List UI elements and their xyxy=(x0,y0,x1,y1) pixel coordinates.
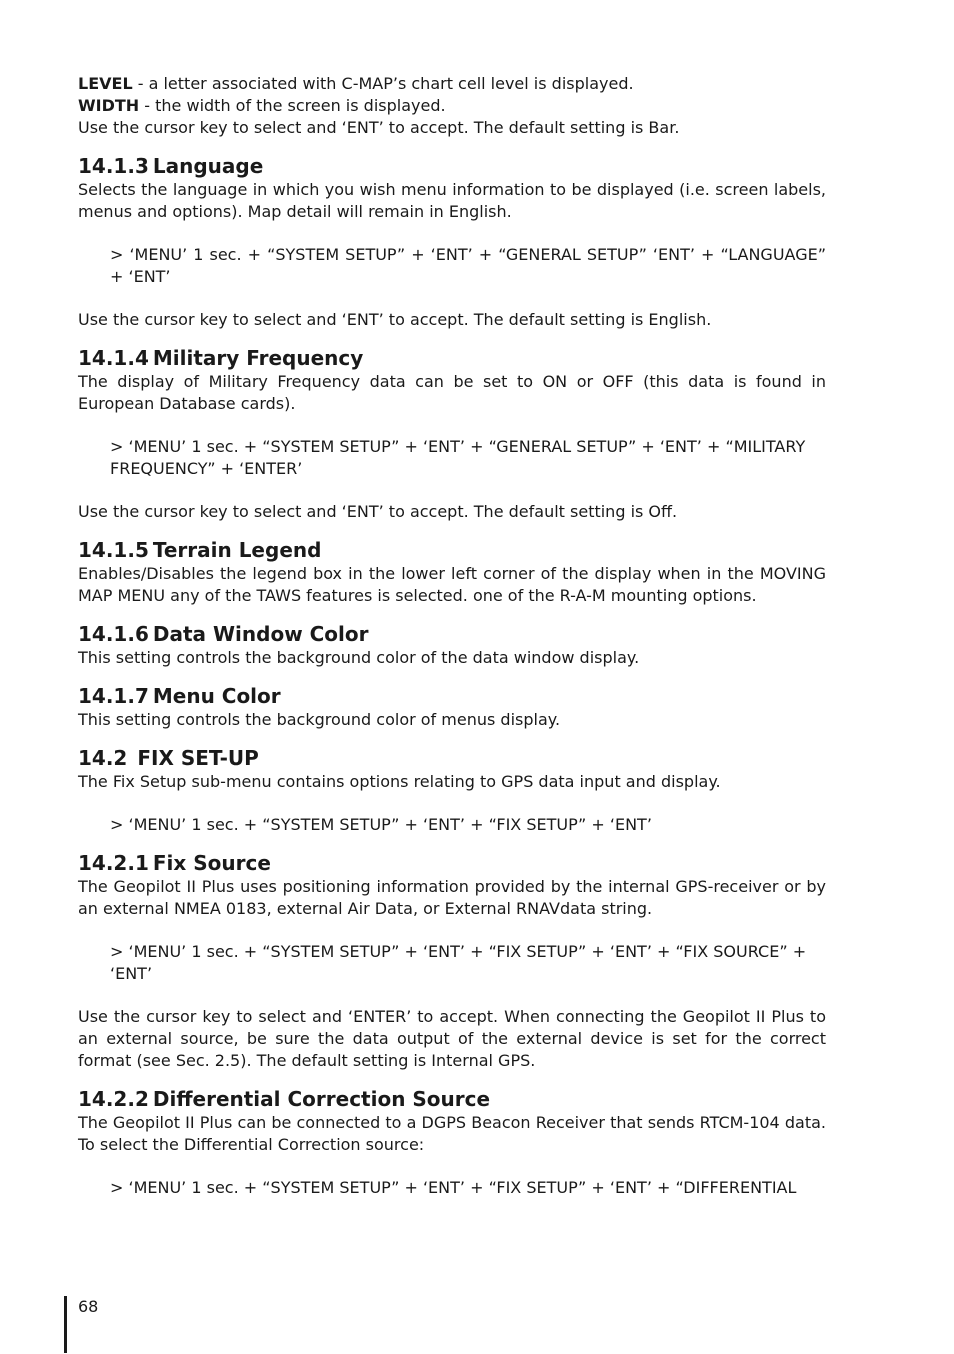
menu-color-body: This setting controls the background color of menus display. xyxy=(78,710,561,729)
military-frequency-body: The display of Military Frequency data can be set to ON or OFF (this data is found in European Database cards). xyxy=(78,372,826,413)
section-title: Military Frequency xyxy=(152,346,364,370)
fix-setup-body: The Fix Setup sub-menu contains options relating to GPS data input and display. xyxy=(78,772,721,791)
section-title: Menu Color xyxy=(152,684,281,708)
section-number: 14.2 xyxy=(78,746,128,770)
differential-correction-body: The Geopilot II Plus can be connected to a DGPS Beacon Receiver that sends RTCM-104 data. To select the Differential Correction source: xyxy=(78,1113,826,1154)
level-term: LEVEL xyxy=(78,74,133,93)
fix-source-default: Use the cursor key to select and ‘ENTER’ to accept. When connecting the Geopilot II Plus to an external source, be sure the data output of the external device is set for the correct format (see Sec. 2.5). The default setting is Internal GPS. xyxy=(78,1007,826,1070)
section-number: 14.2.1 xyxy=(78,851,149,875)
heading-differential-correction-source xyxy=(78,1086,826,1112)
section-title: Fix Source xyxy=(152,851,271,875)
page-number: 68 xyxy=(78,1297,99,1316)
width-definition xyxy=(78,95,826,117)
fix-source-body: The Geopilot II Plus uses positioning information provided by the internal GPS-receiver or by an external NMEA 0183, external Air Data, or External RNAVdata string. xyxy=(78,877,826,918)
width-text: - the width of the screen is displayed. xyxy=(139,96,446,115)
language-default: Use the cursor key to select and ‘ENT’ to accept. The default setting is English. xyxy=(78,310,712,329)
military-frequency-command: > ‘MENU’ 1 sec. + “SYSTEM SETUP” + ‘ENT’ + “GENERAL SETUP” + ‘ENT’ + “MILITARY FREQUENCY” + ‘ENTER’ xyxy=(110,437,806,478)
section-title: Terrain Legend xyxy=(152,538,322,562)
heading-language xyxy=(78,153,826,179)
language-command: > ‘MENU’ 1 sec. + “SYSTEM SETUP” + ‘ENT’ + “GENERAL SETUP” ‘ENT’ + “LANGUAGE” + ‘ENT’ xyxy=(110,245,826,286)
military-frequency-default: Use the cursor key to select and ‘ENT’ to accept. The default setting is Off. xyxy=(78,502,678,521)
section-title: FIX SET-UP xyxy=(137,746,259,770)
terrain-legend-body: Enables/Disables the legend box in the lower left corner of the display when in the MOVING MAP MENU any of the TAWS features is selected. one of the R-A-M mounting options. xyxy=(78,564,826,605)
intro-default-text: Use the cursor key to select and ‘ENT’ to accept. The default setting is Bar. xyxy=(78,118,680,137)
section-title: Differential Correction Source xyxy=(152,1087,491,1111)
section-number: 14.1.5 xyxy=(78,538,149,562)
fix-setup-command: > ‘MENU’ 1 sec. + “SYSTEM SETUP” + ‘ENT’ + “FIX SETUP” + ‘ENT’ xyxy=(110,815,652,834)
data-window-color-body: This setting controls the background color of the data window display. xyxy=(78,648,640,667)
heading-terrain-legend xyxy=(78,537,826,563)
manual-page xyxy=(78,73,826,1199)
heading-military-frequency xyxy=(78,345,826,371)
level-definition xyxy=(78,73,826,95)
heading-menu-color xyxy=(78,683,826,709)
heading-fix-source xyxy=(78,850,826,876)
level-text: - a letter associated with C-MAP’s chart cell level is displayed. xyxy=(132,74,634,93)
section-title: Data Window Color xyxy=(152,622,369,646)
section-number: 14.1.6 xyxy=(78,622,149,646)
page-margin-bar xyxy=(64,1296,67,1353)
differential-correction-command: > ‘MENU’ 1 sec. + “SYSTEM SETUP” + ‘ENT’ + “FIX SETUP” + ‘ENT’ + “DIFFERENTIAL xyxy=(110,1178,797,1197)
language-body: Selects the language in which you wish menu information to be displayed (i.e. screen labels, menus and options). Map detail will remain in English. xyxy=(78,180,826,221)
width-term: WIDTH xyxy=(78,96,140,115)
section-number: 14.1.4 xyxy=(78,346,149,370)
section-number: 14.1.7 xyxy=(78,684,149,708)
section-title: Language xyxy=(152,154,264,178)
section-number: 14.2.2 xyxy=(78,1087,149,1111)
section-number: 14.1.3 xyxy=(78,154,149,178)
fix-source-command: > ‘MENU’ 1 sec. + “SYSTEM SETUP” + ‘ENT’ + “FIX SETUP” + ‘ENT’ + “FIX SOURCE” + ‘ENT’ xyxy=(110,942,807,983)
heading-data-window-color xyxy=(78,621,826,647)
heading-fix-setup xyxy=(78,745,826,771)
